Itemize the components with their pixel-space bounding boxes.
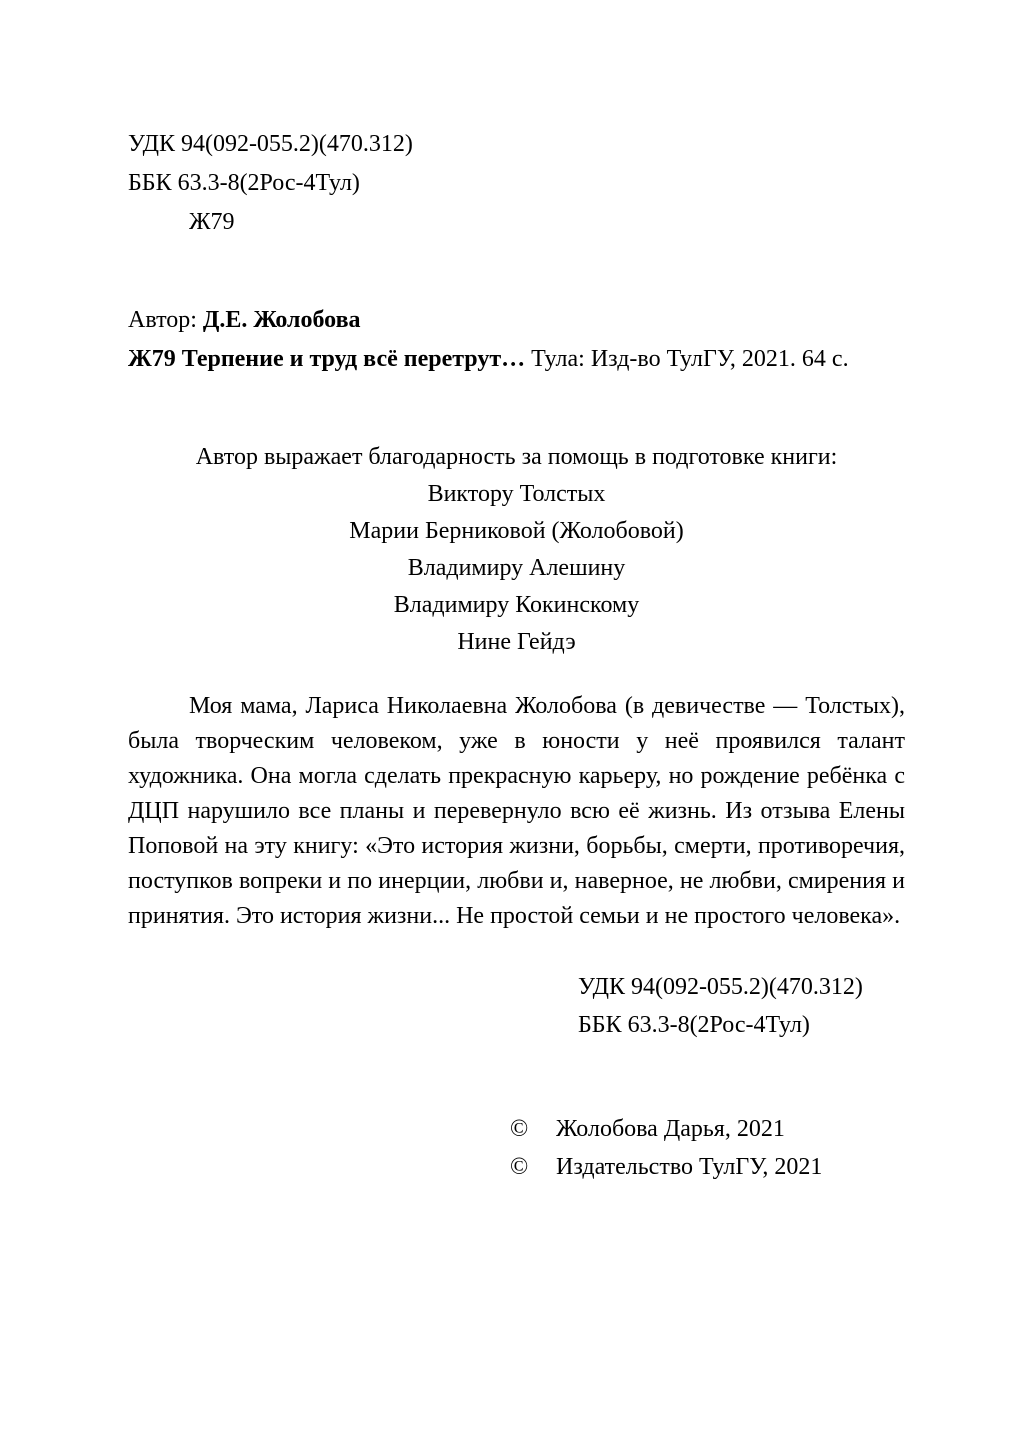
top-codes-block xyxy=(128,125,905,242)
acknowledgments-block xyxy=(128,439,905,661)
copyright-block xyxy=(510,1110,905,1186)
citation-title: Ж79 Терпение и труд всё перетрут… xyxy=(128,346,526,372)
acknowledgment-name: Владимиру Кокинскому xyxy=(393,592,640,618)
udc-code-line-bottom: УДК 94(092-055.2)(470.312) xyxy=(578,974,863,1000)
bbk-code-line-bottom: ББК 63.3-8(2Рос-4Тул) xyxy=(578,1012,810,1038)
imprint-block xyxy=(128,301,905,379)
citation-paragraph xyxy=(128,340,905,379)
author-label: Автор: xyxy=(128,307,197,333)
annotation-paragraph: Моя мама, Лариса Николаевна Жолобова (в девичестве — Толстых), была творческим человеком, уже в юности у неё проявился талант художника. Она могла сделать прекрасную карьеру, но рождение ребёнка с ДЦП нарушило все планы и перевернуло всю её жизнь. Из отзыва Елены Поповой на эту книгу: «Это история жизни, борьбы, смерти, противоречия, поступков вопреки и по инерции, любви и, наверное, не любви, смирения и принятия. Это история жизни... Не простой семьи и не простого человека». xyxy=(128,693,905,929)
citation-publisher: Тула: Изд-во ТулГУ, 2021. 64 с. xyxy=(531,346,849,372)
udc-code-line: УДК 94(092-055.2)(470.312) xyxy=(128,131,413,157)
acknowledgment-name: Марии Берниковой (Жолобовой) xyxy=(349,518,684,544)
author-name: Д.Е. Жолобова xyxy=(202,307,361,333)
copyright-line xyxy=(510,1110,905,1148)
acknowledgment-name: Нине Гейдэ xyxy=(457,629,576,655)
acknowledgment-name: Виктору Толстых xyxy=(427,481,606,507)
copyright-symbol: © xyxy=(510,1154,529,1180)
acknowledgment-name: Владимиру Алешину xyxy=(407,555,626,581)
copyright-line xyxy=(510,1148,905,1186)
bottom-codes-block xyxy=(578,968,905,1044)
bbk-code-line: ББК 63.3-8(2Рос-4Тул) xyxy=(128,170,360,196)
copyright-holder: Издательство ТулГУ, 2021 xyxy=(556,1154,823,1180)
author-sign-line: Ж79 xyxy=(189,209,235,235)
acknowledgments-intro: Автор выражает благодарность за помощь в подготовке книги: xyxy=(195,444,838,470)
author-line xyxy=(128,301,905,340)
copyright-symbol: © xyxy=(510,1116,529,1142)
copyright-holder: Жолобова Дарья, 2021 xyxy=(556,1116,785,1142)
